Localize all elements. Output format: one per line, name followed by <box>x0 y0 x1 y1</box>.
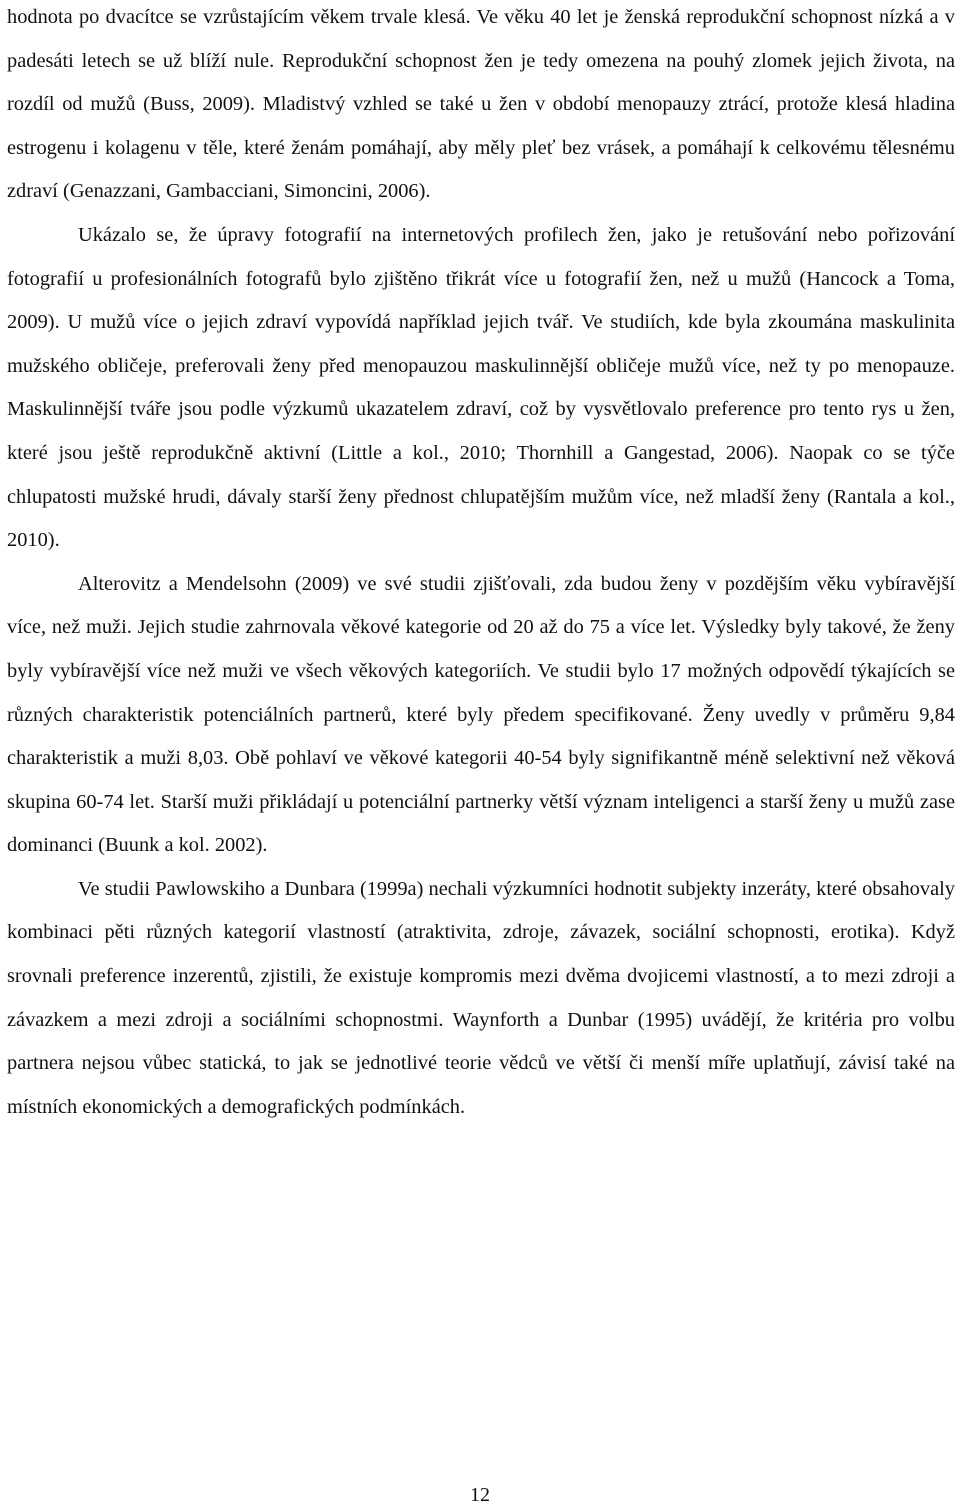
paragraph-age-selectivity: Alterovitz a Mendelsohn (2009) ve své studii zjišťovali, zda budou ženy v pozdějším věku vybíravější více, než muži. Jejich studie zahrnovala věkové kategorie od 20 až do 75 a více let. Výsledky byly takové, že ženy byly vybíravější více než muži ve všech věkových kategoriích. Ve studii bylo 17 možných odpovědí týkajících se různých charakteristik potenciálních partnerů, které byly předem specifikované. Ženy uvedly v průměru 9,84 charakteristik a muži 8,03. Obě pohlaví ve věkové kategorii 40-54 byly signifikantně méně selektivní než věková skupina 60-74 let. Starší muži přikládají u potenciální partnerky větší význam inteligenci a starší ženy u mužů zase dominanci (Buunk a kol. 2002). <box>7 572 955 857</box>
paragraph-photo-editing: Ukázalo se, že úpravy fotografií na internetových profilech žen, jako je retušování nebo pořizování fotografií u profesionálních fotografů bylo zjištěno třikrát více u fotografií žen, než u mužů (Hancock a Toma, 2009). U mužů více o jejich zdraví vypovídá například jejich tvář. Ve studiích, kde byla zkoumána maskulinita mužského obličeje, preferovali ženy před menopauzou maskulinnější obličeje mužů více, než ty po menopauze. Maskulinnější tváře jsou podle výzkumů ukazatelem zdraví, což by vysvětlovalo preference pro tento rys u žen, které jsou ještě reprodukčně aktivní (Little a kol., 2010; Thornhill a Gangestad, 2006). Naopak co se týče chlupatosti mužské hrudi, dávaly starší ženy přednost chlupatějším mužům více, než mladší ženy (Rantala a kol., 2010). <box>7 223 955 552</box>
paragraph-trade-offs: Ve studii Pawlowskiho a Dunbara (1999a) nechali výzkumníci hodnotit subjekty inzeráty, které obsahovaly kombinaci pěti různých kategorií vlastností (atraktivita, zdroje, závazek, sociální schopnosti, erotika). Když srovnali preference inzerentů, zjistili, že existuje kompromis mezi dvěma dvojicemi vlastností, a to mezi zdroji a závazkem a mezi zdroji a sociálními schopnostmi. Waynforth a Dunbar (1995) uvádějí, že kritéria pro volbu partnera nejsou vůbec statická, to jak se jednotlivé teorie vědců ve větší či menší míře uplatňují, závisí také na místních ekonomických a demografických podmínkách. <box>7 877 955 1118</box>
body-text <box>7 0 955 1129</box>
paragraph-continuation: hodnota po dvacítce se vzrůstajícím věkem trvale klesá. Ve věku 40 let je ženská reprodukční schopnost nízká a v padesáti letech se už blíží nule. Reprodukční schopnost žen je tedy omezena na pouhý zlomek jejich života, na rozdíl od mužů (Buss, 2009). Mladistvý vzhled se také u žen v období menopauzy ztrácí, protože klesá hladina estrogenu i kolagenu v těle, které ženám pomáhají, aby měly pleť bez vrásek, a pomáhají k celkovému tělesnému zdraví (Genazzani, Gambacciani, Simoncini, 2006). <box>7 6 955 203</box>
page-number: 12 <box>470 1484 490 1506</box>
